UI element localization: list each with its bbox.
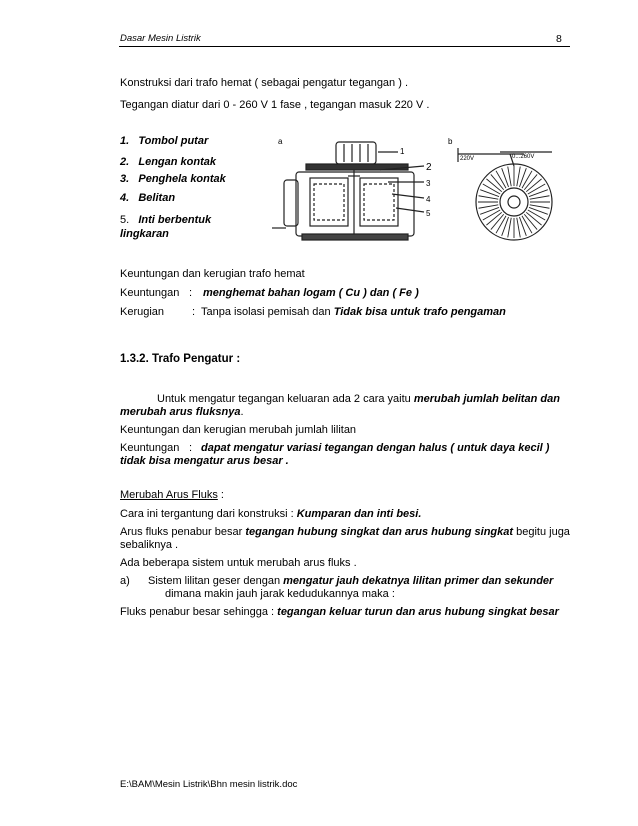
fluks-item-a — [148, 575, 553, 588]
knob — [336, 142, 376, 164]
hemat-kerugian-sep: : — [192, 306, 196, 318]
hemat-keuntungan-sep: : — [189, 287, 193, 299]
pengatur-para-1-cont — [120, 406, 244, 419]
core-lamination-line — [508, 167, 511, 187]
core-lamination-line — [528, 210, 545, 220]
part-item-1 — [120, 135, 208, 148]
part-label: Penghela kontak — [138, 173, 226, 185]
fluks-item-a-cont: dimana makin jauh jarak kedudukannya maka : — [165, 588, 395, 600]
l2-end: begitu juga — [513, 526, 570, 538]
l4-bold: tegangan keluar turun dan arus hubung singkat besar — [277, 606, 559, 618]
fluks-heading-suffix: : — [217, 489, 224, 501]
core-lamination-line — [483, 184, 500, 194]
pengatur-keuntungan-value: dapat mengatur variasi tegangan dengan halus ( untuk daya kecil ) — [201, 442, 550, 454]
kerugian-plain: Tanpa isolasi pemisah dan — [201, 306, 334, 318]
callout-4: 4 — [426, 195, 431, 204]
hemat-kerugian-value — [201, 306, 506, 319]
core-lamination-line — [479, 196, 499, 199]
p1-bold-1: merubah jumlah belitan dan — [413, 393, 560, 405]
p1-bold-2: merubah arus fluksnya — [120, 406, 241, 418]
core-lamination-line — [528, 184, 545, 194]
fluks-line-3: Ada beberapa sistem untuk merubah arus fluks . — [120, 557, 357, 569]
intro-line-1: Konstruksi dari trafo hemat ( sebagai pengatur tegangan ) . — [120, 77, 409, 89]
l2-bold: tegangan hubung singkat dan arus hubung singkat — [245, 526, 514, 538]
core-lamination-line — [529, 207, 548, 214]
callout-5: 5 — [426, 209, 431, 218]
pengatur-para-2: Keuntungan dan kerugian merubah jumlah lilitan — [120, 424, 357, 436]
a-bold: mengatur jauh dekatnya lilitan primer dan sekunder — [283, 575, 554, 587]
winding-left — [310, 178, 348, 226]
hemat-keuntungan-value: menghemat bahan logam ( Cu ) dan ( Fe ) — [203, 287, 419, 299]
core-lamination-line — [530, 205, 550, 208]
hemat-keuntungan-label: Keuntungan — [120, 287, 180, 299]
part-label: Inti berbentuk — [138, 214, 212, 226]
fluks-line-4 — [120, 606, 559, 619]
core-lamination-line — [522, 216, 532, 233]
pengatur-keuntungan-label: Keuntungan — [120, 442, 180, 454]
fluks-line-1 — [120, 508, 421, 521]
voltage-out: 0...260V — [512, 154, 535, 160]
transformer-figure — [262, 136, 574, 244]
core-lamination-line — [496, 171, 506, 188]
l1-plain: Cara ini tergantung dari konstruksi : — [120, 508, 297, 520]
core-lamination-line — [496, 216, 506, 233]
part-number: 3. — [120, 173, 130, 185]
core-lamination-line — [480, 190, 499, 197]
fluks-heading-text: Merubah Arus Fluks — [120, 489, 218, 501]
core-lamination-line — [519, 217, 526, 236]
core-lamination-line — [517, 167, 520, 187]
core-lamination-line — [529, 190, 548, 197]
part-label: Tombol putar — [138, 135, 209, 147]
kerugian-bold: Tidak bisa untuk trafo pengaman — [333, 306, 506, 318]
part-number: 2. — [120, 156, 130, 168]
winding-right — [360, 178, 398, 226]
core-lamination-line — [479, 205, 499, 208]
core-lamination-line — [522, 171, 532, 188]
footer-path: E:\BAM\Mesin Listrik\Bhn mesin listrik.doc — [120, 779, 298, 790]
p1-plain: Untuk mengatur tegangan keluaran ada 2 cara yaitu — [157, 393, 414, 405]
core-lamination-line — [517, 218, 520, 238]
fluks-item-a-marker: a) — [120, 575, 130, 587]
part-item-3 — [120, 173, 226, 186]
part-label: Lengan kontak — [138, 156, 216, 168]
intro-line-2: Tegangan diatur dari 0 - 260 V 1 fase , tegangan masuk 220 V . — [120, 99, 430, 111]
pengatur-keuntungan-value-cont: tidak bisa mengatur arus besar . — [120, 455, 289, 467]
part-item-4 — [120, 192, 175, 205]
l4-plain: Fluks penabur besar sehingga : — [120, 606, 278, 618]
pengatur-keuntungan-sep: : — [189, 442, 193, 454]
callout-2: 2 — [426, 162, 432, 173]
part-item-5-cont: lingkaran — [120, 228, 169, 240]
core-lamination-line — [483, 210, 500, 220]
part-item-5 — [120, 214, 211, 227]
header-rule — [119, 46, 570, 47]
fluks-heading — [120, 489, 224, 502]
core-lamination-line — [502, 217, 509, 236]
callout-1: 1 — [400, 147, 405, 156]
l1-bold: Kumparan dan inti besi. — [296, 508, 422, 520]
fig-label-a: a — [278, 137, 283, 146]
callout-3: 3 — [426, 179, 431, 188]
header-title: Dasar Mesin Listrik — [120, 33, 201, 44]
part-item-2 — [120, 156, 216, 169]
fluks-line-2-cont: sebaliknya . — [120, 539, 179, 551]
core-lamination-line — [530, 196, 550, 199]
a-plain: Sistem lilitan geser dengan — [148, 575, 284, 587]
page-number: 8 — [556, 33, 562, 45]
part-number: 4. — [120, 192, 130, 204]
part-number: 1. — [120, 135, 130, 147]
core-lamination-line — [508, 218, 511, 238]
core-lamination-line — [502, 168, 509, 187]
fluks-line-2 — [120, 526, 570, 539]
part-number: 5. — [120, 214, 130, 226]
core-lamination-line — [480, 207, 499, 214]
l2-plain: Arus fluks penabur besar — [120, 526, 246, 538]
hemat-heading: Keuntungan dan kerugian trafo hemat — [120, 268, 305, 280]
fig-label-b: b — [448, 137, 453, 146]
section-title: 1.3.2. Trafo Pengatur : — [120, 353, 241, 365]
pengatur-para-1 — [157, 393, 560, 406]
p1-end: . — [240, 406, 244, 418]
voltage-in: 220V — [460, 156, 475, 162]
hemat-kerugian-label: Kerugian — [120, 306, 165, 318]
part-label: Belitan — [138, 192, 176, 204]
core-lamination-line — [519, 168, 526, 187]
